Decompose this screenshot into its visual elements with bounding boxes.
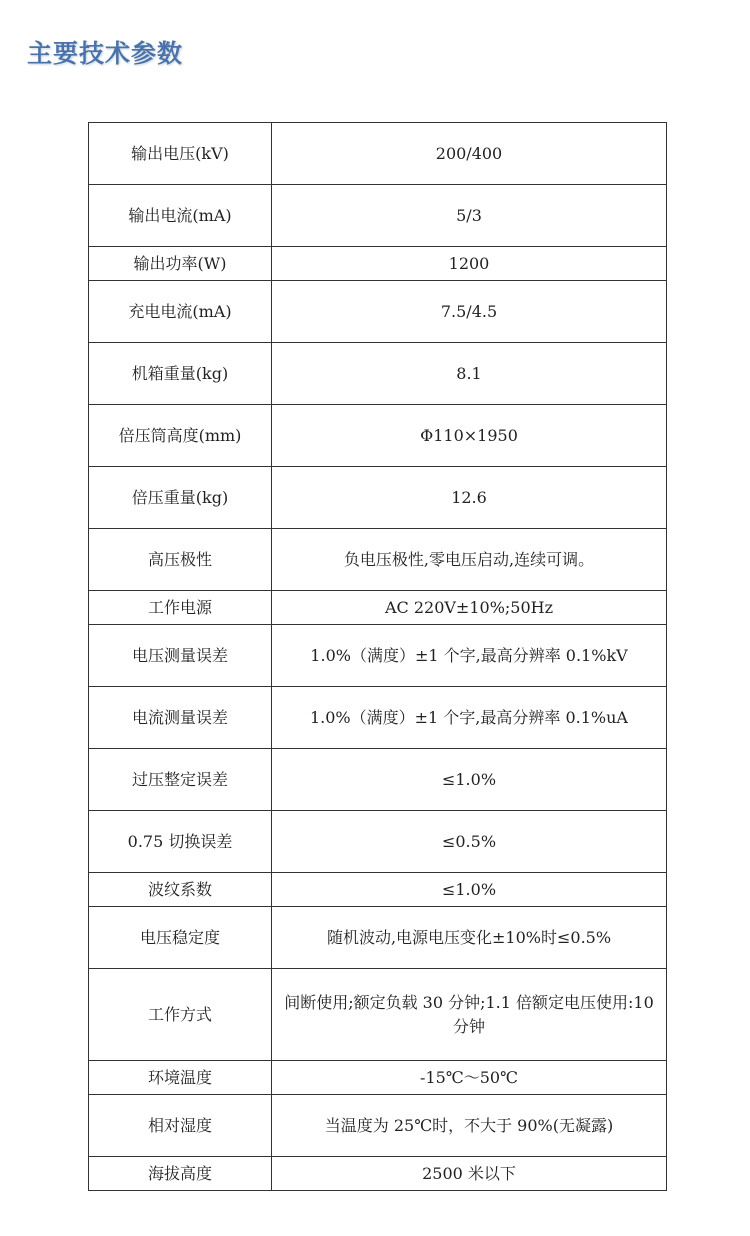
value-cell: 5/3 xyxy=(272,185,667,247)
table-row xyxy=(89,969,667,1061)
table-row xyxy=(89,749,667,811)
value-cell: ≤0.5% xyxy=(272,811,667,873)
table-row xyxy=(89,1061,667,1095)
value-cell: -15℃～50℃ xyxy=(272,1061,667,1095)
value-cell: 1200 xyxy=(272,247,667,281)
table-row xyxy=(89,467,667,529)
param-cell: 过压整定误差 xyxy=(89,749,272,811)
table-row xyxy=(89,873,667,907)
value-cell: AC 220V±10%;50Hz xyxy=(272,591,667,625)
value-cell: 1.0%（满度）±1 个字,最高分辨率 0.1%uA xyxy=(272,687,667,749)
table-row xyxy=(89,591,667,625)
param-cell: 充电电流(mA) xyxy=(89,281,272,343)
value-cell: 2500 米以下 xyxy=(272,1157,667,1191)
value-cell: 随机波动,电源电压变化±10%时≤0.5% xyxy=(272,907,667,969)
value-cell: 200/400 xyxy=(272,123,667,185)
value-cell: ≤1.0% xyxy=(272,749,667,811)
param-cell: 机箱重量(kg) xyxy=(89,343,272,405)
table-row xyxy=(89,247,667,281)
param-cell: 工作电源 xyxy=(89,591,272,625)
param-cell: 输出功率(W) xyxy=(89,247,272,281)
param-cell: 输出电流(mA) xyxy=(89,185,272,247)
param-cell: 0.75 切换误差 xyxy=(89,811,272,873)
table-row xyxy=(89,1095,667,1157)
value-cell: ≤1.0% xyxy=(272,873,667,907)
value-cell: 12.6 xyxy=(272,467,667,529)
value-cell: 1.0%（满度）±1 个字,最高分辨率 0.1%kV xyxy=(272,625,667,687)
param-cell: 电压测量误差 xyxy=(89,625,272,687)
param-cell: 输出电压(kV) xyxy=(89,123,272,185)
param-cell: 倍压重量(kg) xyxy=(89,467,272,529)
param-cell: 电流测量误差 xyxy=(89,687,272,749)
table-row xyxy=(89,343,667,405)
param-cell: 工作方式 xyxy=(89,969,272,1061)
spec-table xyxy=(88,122,667,1191)
value-cell: 间断使用;额定负载 30 分钟;1.1 倍额定电压使用:10 分钟 xyxy=(272,969,667,1061)
param-cell: 环境温度 xyxy=(89,1061,272,1095)
page-title: 主要技术参数 xyxy=(27,39,184,68)
table-row xyxy=(89,1157,667,1191)
param-cell: 相对湿度 xyxy=(89,1095,272,1157)
table-row xyxy=(89,529,667,591)
value-cell: 当温度为 25℃时，不大于 90%(无凝露) xyxy=(272,1095,667,1157)
param-cell: 海拔高度 xyxy=(89,1157,272,1191)
table-row xyxy=(89,907,667,969)
value-cell: 负电压极性,零电压启动,连续可调。 xyxy=(272,529,667,591)
value-cell: 8.1 xyxy=(272,343,667,405)
param-cell: 电压稳定度 xyxy=(89,907,272,969)
param-cell: 高压极性 xyxy=(89,529,272,591)
value-cell: Φ110×1950 xyxy=(272,405,667,467)
table-row xyxy=(89,185,667,247)
param-cell: 倍压筒高度(mm) xyxy=(89,405,272,467)
table-row xyxy=(89,123,667,185)
table-row xyxy=(89,281,667,343)
table-row xyxy=(89,687,667,749)
table-row xyxy=(89,811,667,873)
param-cell: 波纹系数 xyxy=(89,873,272,907)
table-row xyxy=(89,405,667,467)
value-cell: 7.5/4.5 xyxy=(272,281,667,343)
table-row xyxy=(89,625,667,687)
